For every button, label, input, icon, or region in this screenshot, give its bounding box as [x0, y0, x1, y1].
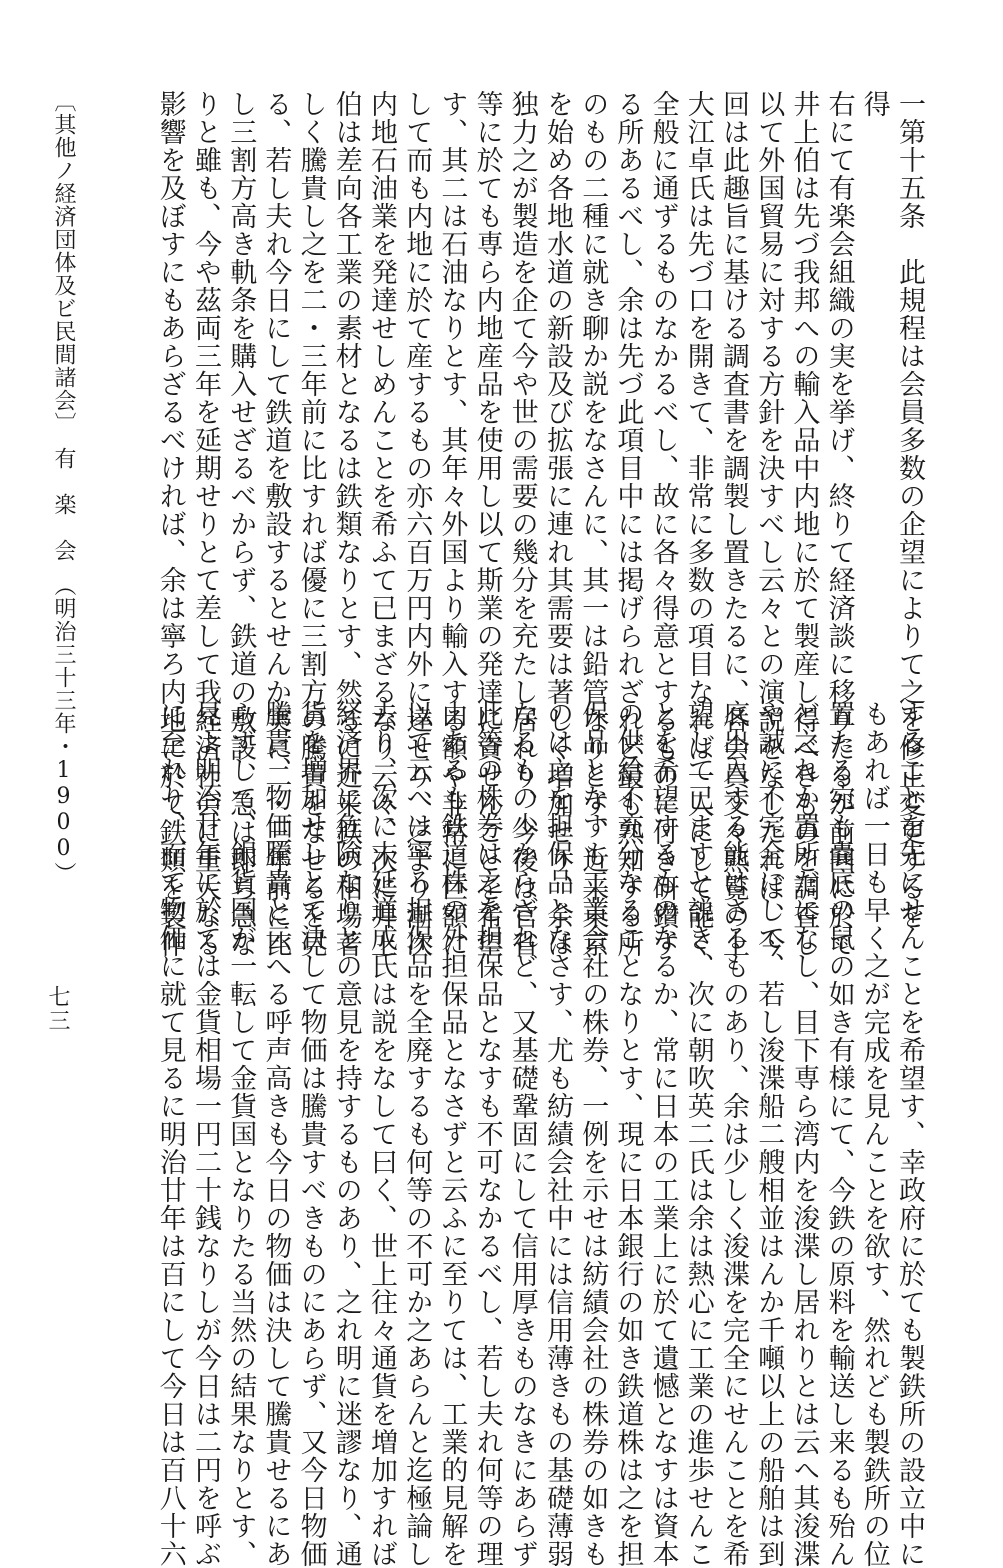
text-column: もあれば一日も早く之が完成を見んことを欲す、然れども製鉄所の位: [858, 700, 890, 1568]
text-column: を始め各地水道の新設及び拡張に連れ其需要は著しく増加せり、余は: [542, 90, 573, 958]
text-column: なるもの少からざれど、又基礎鞏固にして信用厚きものなきにあらず: [506, 700, 538, 1568]
text-column: して而も内地に於て産するもの亦六百万円内外に達せり、之より漸次: [401, 90, 433, 958]
text-column: 以て云へは寧ろ担保品を全廃するも何等の不可か之あらんと迄極論し: [401, 700, 433, 1568]
text-column: 去り、次に末延道成氏は説をなして曰く、世上往々通貨を増加すれば: [366, 700, 397, 1568]
text-column: 得: [858, 90, 890, 118]
text-column: 保品となすも工業会社の株券、一例を示せは紡績会社の株券の如きも: [577, 700, 609, 1568]
text-column: 置たる宛も嚢底の鼠の如き有様にて、今鉄の原料を輸送し来るも殆ん: [823, 700, 855, 1568]
text-column: る所あるべし、余は先づ此項目中には掲げられざれど最も熟知する所: [612, 90, 644, 958]
text-column: 一第十五条 此規程は会員多数の企望によりて之を修正変更するを: [894, 90, 925, 930]
text-column: 貨を増加せしとて決して物価は騰貴すべきものにあらず、又今日物価: [295, 700, 327, 1568]
text-column: のもの二種に就き聊か説をなさんに、其一は鉛管なりとす、近来東京: [577, 90, 609, 958]
text-column: 見よ明治廿年に於ては金貨相場一円二十銭なりしが今日は二円を呼ぶ: [190, 700, 221, 1568]
text-column: 影響を及ぼすにもあらざるべければ、余は寧ろ内地に於て鉄類を製作: [154, 90, 186, 958]
text-column: し三割方高き軌条を購入せざるべからず、鉄道の敷設、急は即ち急な: [225, 90, 257, 958]
text-column: 以て外国貿易に対する方針を決すべし云々との演説をなしたれば、今: [753, 90, 785, 958]
text-column: 由あるも鉄道株の外担保品となさずと云ふに至りては、工業的見解を: [436, 700, 468, 1568]
text-column: の供給不充分なることなりとす、現に日本銀行の如き鉄道株は之を担: [612, 700, 644, 1568]
text-column: 此等の株券は之を担保品となすも不可なかるべし、若し夫れ何等の理: [471, 700, 503, 1568]
text-column: 伯は差向各工業の素材となるは鉄類なりとす、然るに近来鉄の相場著: [330, 90, 362, 958]
text-column: 等に於ても専ら内地産品を使用し以て斯業の発達に資せんことを希望: [471, 90, 503, 958]
text-column: 騰貴、物価騰貴と云へる呼声高きも今日の物価は決して騰貴せるにあ: [260, 700, 292, 1568]
text-column: 大江卓氏は先づ口を開きて、非常に多数の項目なれば一人にして能く: [682, 90, 714, 958]
text-column: のは之を担保品となさす、尤も紡績会社中には信用薄きもの基礎薄弱: [542, 700, 573, 1568]
text-column: とを希望するものなるか、常に日本の工業上に於て遺憾となすは資本: [647, 700, 679, 1568]
text-column: しく騰貴し之を二・三年前に比すれば優に三割方の騰貴をなせるを見: [295, 90, 327, 958]
text-column: 全般に通ずるものなかるべし、故に各々得意とするものに付き研鑽す: [647, 90, 679, 958]
text-column: りと雖も、今や茲両三年を延期せりとて差して我経済社会に重大なる: [190, 90, 221, 958]
text-column: す、其二は石油なりとす、其年々外国より輸入する額や非常に巨額に: [436, 90, 468, 958]
text-column: 右にて有楽会組織の実を挙げ、終りて経済談に移りたるが前回に於て: [823, 90, 855, 958]
text-column: らずして、銀貨国が一転して金貨国となりたる当然の結果なりとす、: [225, 700, 257, 1568]
text-column: 望して已ますと説き、次に朝吹英二氏は余は熱心に工業の進歩せんこ: [682, 700, 714, 1568]
running-footer: 〔其他ノ経済団体及ビ民間諸会〕 有 楽 会 （明治三十三年・1900）: [51, 90, 76, 885]
text-column: に至れり、而て物価に就て見るに明治廿年は百にして今日は百八十六: [154, 700, 186, 1568]
text-column: 独力之が製造を企て今や世の需要の幾分を充たし居れり、今後は官省: [506, 90, 538, 958]
page-number: 七三: [45, 985, 70, 1033]
text-column: や誠に不完全にして、若し浚渫船二艘相並はんか千噸以上の船舶は到: [753, 700, 785, 1568]
text-column: 回は此趣旨に基ける調査書を調製し置きたるに、各会員交々熟覧の上: [718, 90, 749, 958]
text-column: 経済界に危険なりとの意見を持するものあり、之れ明に迷謬なり、通: [330, 700, 362, 1568]
text-column: 底出入する能はさるものあり、余は少しく浚渫を完全にせんことを希: [718, 700, 749, 1568]
text-column: る、若し夫れ今日にして鉄道を敷設するとせんか実に二・三年前に比: [260, 90, 292, 958]
text-column: 井上伯は先づ我邦への輸入品中内地に於て製産し得べきものを調査し: [788, 90, 820, 958]
text-column: 内地石油業を発達せしめんことを希ふて已まざるなり云々、次に井上: [366, 90, 397, 958]
text-column: することを先にせんことを希望す、幸政府に於ても製鉄所の設立中に: [894, 700, 925, 1568]
text-column: ど之れか置所だになし、目下専ら湾内を浚渫し居れりとは云へ其浚渫: [788, 700, 820, 1568]
